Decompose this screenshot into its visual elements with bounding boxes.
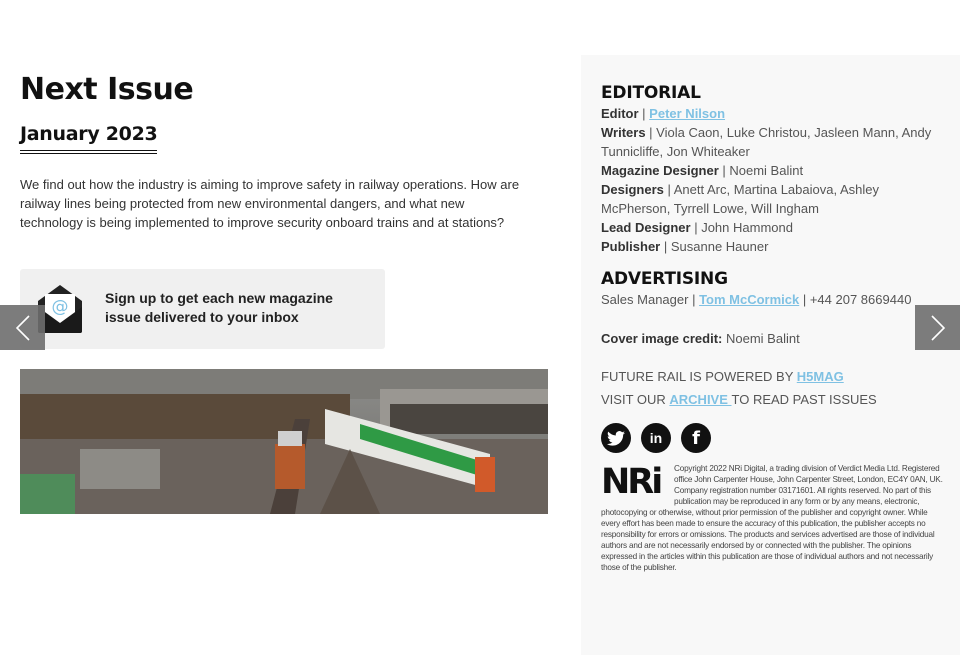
railway-photo — [20, 369, 548, 514]
credit-magazine-designer: Magazine Designer | Noemi Balint — [601, 163, 804, 178]
credit-lead-designer: Lead Designer | John Hammond — [601, 220, 793, 235]
svg-text:@: @ — [51, 297, 69, 317]
hero-image — [20, 369, 548, 514]
cover-credit-name: Noemi Balint — [726, 331, 800, 346]
editor-link[interactable]: Peter Nilson — [649, 106, 726, 121]
prev-page-button[interactable] — [0, 305, 45, 350]
credit-names: John Hammond — [701, 220, 793, 235]
sales-manager-link[interactable]: Tom McCormick — [699, 292, 800, 307]
issue-description: We find out how the industry is aiming to improve safety in railway operations. How are railway lines being protected from new environmental dangers, and what new technology is being implemented to improve security onboard trains and at stations? — [20, 177, 520, 230]
advertising-heading: ADVERTISING — [601, 269, 728, 289]
page-title: Next Issue — [20, 72, 194, 107]
cover-credit — [601, 329, 946, 348]
signup-label: Sign up to get each new magazine issue delivered to your inbox — [105, 290, 333, 325]
credit-names: Noemi Balint — [729, 163, 804, 178]
sales-role: Sales Manager — [601, 292, 689, 307]
sales-manager-line: Sales Manager | Tom McCormick | +44 207 8669440 — [601, 292, 912, 307]
social-links — [601, 423, 946, 453]
credit-names: Susanne Hauner — [670, 239, 769, 254]
credit-role: Lead Designer — [601, 220, 691, 235]
credits-panel — [581, 55, 960, 655]
chevron-left-icon — [16, 315, 30, 341]
sales-phone: +44 207 8669440 — [809, 292, 912, 307]
credit-role: Writers — [601, 125, 646, 140]
legal-notice — [601, 463, 946, 573]
twitter-icon[interactable] — [601, 423, 631, 453]
credit-editor: Editor | Peter Nilson — [601, 106, 726, 121]
editorial-heading: EDITORIAL — [601, 83, 701, 103]
next-page-button[interactable] — [915, 305, 960, 350]
credit-role: Magazine Designer — [601, 163, 719, 178]
credit-role: Publisher — [601, 239, 661, 254]
linkedin-icon[interactable]: in — [641, 423, 671, 453]
copyright-text: Copyright 2022 NRi Digital, a trading division of Verdict Media Ltd. Registered office John Carpenter House, John Carpenter Street, London, EC4Y 0AN, UK. Company registration number 03171601. All rights reserved. No part of this publication may be reproduced in any form or by any means, electronic, photocopying or otherwise, without prior permission of the publisher and copyright owner. While every effort has been made to ensure the accuracy of this publication, the publisher accepts no responsibility for errors or omissions. The products and services advertised are those of individual authors and are not necessarily endorsed by or connected with the publisher. The opinions expressed in the articles within this publication are those of individual authors and not necessarily those of the publisher. — [601, 464, 943, 572]
nri-logo: NRi — [601, 462, 661, 502]
issue-date: January 2023 — [20, 121, 157, 154]
archive-line: VISIT OUR ARCHIVE TO READ PAST ISSUES — [601, 392, 877, 407]
cover-credit-label: Cover image credit: — [601, 331, 723, 346]
credit-role: Designers — [601, 182, 664, 197]
powered-by-line: FUTURE RAIL IS POWERED BY H5MAG — [601, 369, 844, 384]
newsletter-signup-button[interactable] — [20, 269, 385, 349]
twitter-bird-icon — [607, 431, 625, 446]
credit-writers: Writers | Viola Caon, Luke Christou, Jasleen Mann, Andy Tunnicliffe, Jon Whiteaker — [601, 125, 932, 159]
credit-names: Viola Caon, Luke Christou, Jasleen Mann, Andy Tunnicliffe, Jon Whiteaker — [601, 125, 932, 159]
chevron-right-icon — [931, 315, 945, 341]
credit-publisher: Publisher | Susanne Hauner — [601, 239, 769, 254]
credit-designers: Designers | Anett Arc, Martina Labaiova, Ashley McPherson, Tyrrell Lowe, Will Ingham — [601, 182, 879, 216]
powered-by-section — [601, 365, 946, 411]
archive-link[interactable]: ARCHIVE — [669, 392, 732, 407]
h5mag-link[interactable]: H5MAG — [796, 369, 844, 384]
credit-names: Anett Arc, Martina Labaiova, Ashley McPherson, Tyrrell Lowe, Will Ingham — [601, 182, 879, 216]
facebook-icon[interactable]: f — [681, 423, 711, 453]
next-issue-section — [20, 70, 548, 232]
credit-role: Editor — [601, 106, 639, 121]
